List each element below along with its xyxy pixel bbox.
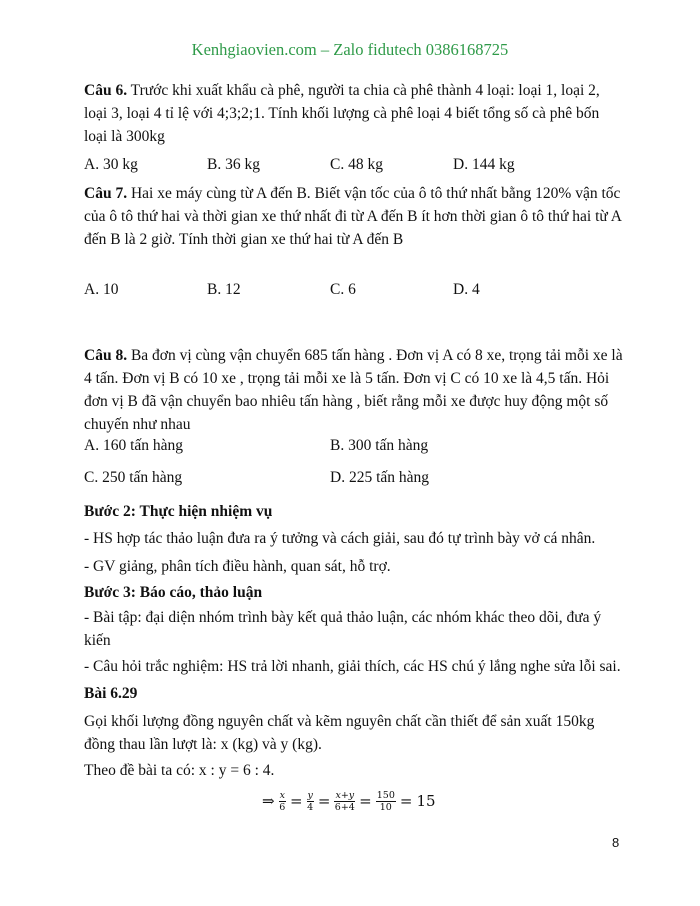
formula xyxy=(262,786,436,816)
option-d: D. 225 tấn hàng xyxy=(330,469,430,486)
option-b: B. 36 kg xyxy=(207,156,260,173)
option-b: B. 300 tấn hàng xyxy=(330,437,429,454)
option-d: D. 144 kg xyxy=(453,156,515,173)
question-text: Trước khi xuất khẩu cà phê, người ta chia cà phê thành 4 loại: loại 1, loại 2, loại 3, loại 4 tỉ lệ với 4;3;2;1. Tính khối lượng cà phê loại 4 biết tổng số cà phê bốn loại là 300kg xyxy=(84,82,600,145)
option-d: D. 4 xyxy=(453,281,480,298)
equals-sign: = xyxy=(289,792,303,810)
step-3-line-2: - Câu hỏi trắc nghiệm: HS trả lời nhanh, giải thích, các HS chú ý lắng nghe sửa lỗi sai. xyxy=(84,658,621,675)
step-3-line-1: - Bài tập: đại diện nhóm trình bày kết quả thảo luận, các nhóm khác theo dõi, đưa ý kiến xyxy=(84,609,602,649)
option-c: C. 48 kg xyxy=(330,156,383,173)
option-a: A. 160 tấn hàng xyxy=(84,437,184,454)
step-2-line-1: - HS hợp tác thảo luận đưa ra ý tưởng và cách giải, sau đó tự trình bày vở cá nhân. xyxy=(84,530,596,547)
question-6 xyxy=(84,79,624,148)
page-header: Kenhgiaovien.com – Zalo fidutech 0386168725 xyxy=(191,40,509,59)
question-8-options-row1 xyxy=(84,437,624,459)
page-number: 8 xyxy=(612,835,620,850)
question-6-options xyxy=(84,156,624,178)
exercise-line-2: Theo đề bài ta có: x : y = 6 : 4. xyxy=(84,762,275,779)
option-a: A. 10 xyxy=(84,281,119,298)
formula-result: 15 xyxy=(416,792,436,810)
question-7-options xyxy=(84,281,624,303)
option-c: C. 250 tấn hàng xyxy=(84,469,183,486)
equals-sign: = xyxy=(317,792,331,810)
question-8-options-row2 xyxy=(84,469,624,491)
question-label: Câu 8. xyxy=(84,347,128,364)
question-label: Câu 6. xyxy=(84,82,128,99)
implies-symbol: ⇒ xyxy=(262,792,275,810)
exercise-line-1: Gọi khối lượng đồng nguyên chất và kẽm nguyên chất cần thiết để sản xuất 150kg đồng thau lần lượt là: x (kg) và y (kg). xyxy=(84,713,595,753)
option-b: B. 12 xyxy=(207,281,241,298)
question-text: Ba đơn vị cùng vận chuyển 685 tấn hàng . Đơn vị A có 8 xe, trọng tải mỗi xe là 4 tấn. Đơn vị B có 10 xe , trọng tải mỗi xe là 5 tấn. Đơn vị C có 10 xe là 4,5 tấn. Hỏi đơn vị B đã vận chuyển bao nhiêu tấn hàng , biết rằng mỗi xe được huy động một số chuyến như nhau xyxy=(84,347,623,433)
fraction-150-10: $\frac{150}{10}$ xyxy=(376,789,395,813)
question-8 xyxy=(84,344,624,436)
option-a: A. 30 kg xyxy=(84,156,138,173)
equals-sign: = xyxy=(359,792,372,810)
fraction-y-4: $\frac{y}{4}$ xyxy=(307,789,314,813)
equals-sign: = xyxy=(399,792,413,810)
question-label: Câu 7. xyxy=(84,185,128,202)
question-text: Hai xe máy cùng từ A đến B. Biết vận tốc của ô tô thứ nhất bằng 120% vận tốc của ô tô thứ hai và thời gian xe thứ nhất đi từ A đến B ít hơn thời gian ô tô thứ hai từ A đến B là 2 giờ. Tính thời gian xe thứ hai từ A đến B xyxy=(84,185,622,248)
option-c: C. 6 xyxy=(330,281,356,298)
question-7 xyxy=(84,182,624,251)
step-2-title: Bước 2: Thực hiện nhiệm vụ xyxy=(84,503,273,520)
step-2-line-2: - GV giảng, phân tích điều hành, quan sát, hỗ trợ. xyxy=(84,558,391,575)
exercise-title: Bài 6.29 xyxy=(84,685,138,702)
step-3-title: Bước 3: Báo cáo, thảo luận xyxy=(84,584,263,601)
fraction-x-6: $\frac{x}{6}$ xyxy=(279,789,286,813)
fraction-sum: $\frac{x+y}{6+4}$ xyxy=(334,789,355,813)
